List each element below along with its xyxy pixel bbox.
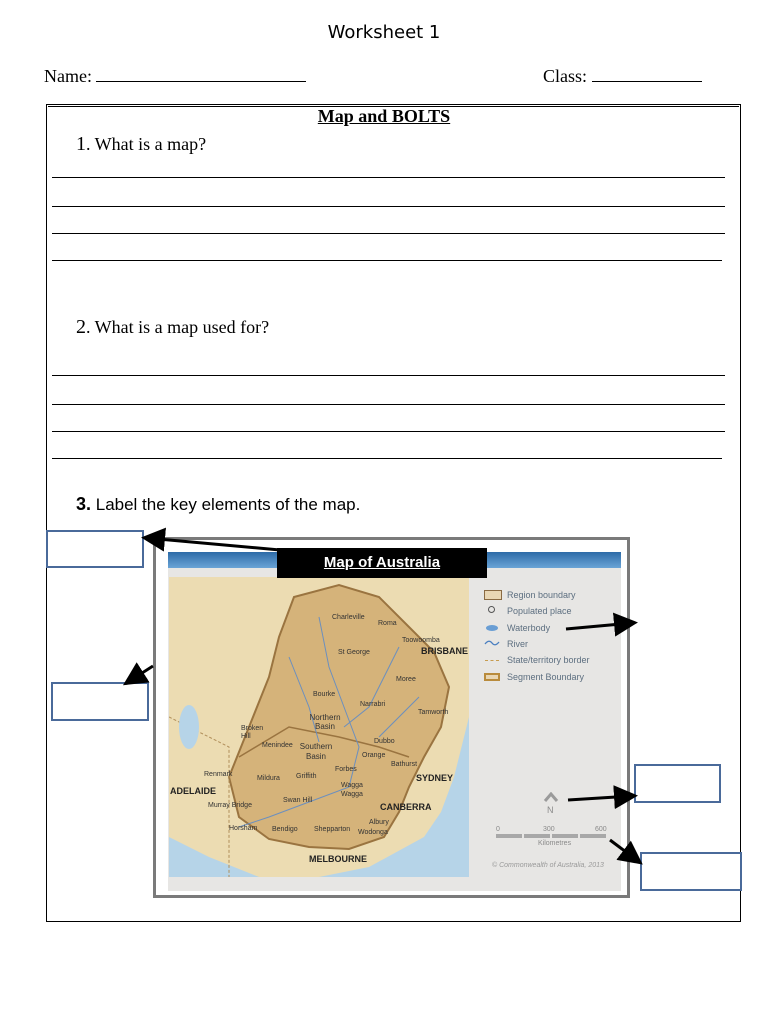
name-label: Name: (44, 66, 92, 86)
place-label: Wagga Wagga (341, 782, 363, 798)
place-label: Wodonga (358, 829, 388, 836)
place-label: Bourke (313, 691, 336, 698)
place-label: Roma (378, 620, 397, 627)
place-label: Mildura (257, 775, 280, 782)
place-label: Bendigo (272, 826, 298, 833)
legend-populated-place: Populated place (507, 606, 572, 616)
map-credit: © Commonwealth of Australia, 2013 (492, 862, 604, 869)
place-label: Orange (362, 752, 386, 759)
place-label: Narrabri (360, 701, 386, 708)
map-title: Map of Australia (277, 548, 487, 578)
city-label: ADELAIDE (170, 786, 217, 796)
place-label: Dubbo (374, 738, 395, 745)
worksheet-title: Worksheet 1 (327, 22, 441, 43)
place-label: Toowoomba (402, 637, 440, 644)
question-3-text: Label the key elements of the map. (91, 495, 361, 514)
question-1-text: . What is a map? (86, 134, 207, 154)
city-label: BRISBANE (421, 646, 469, 656)
legend-waterbody: Waterbody (507, 623, 551, 633)
place-label: Menindee (262, 742, 293, 749)
region-label: Northern Basin (309, 713, 341, 731)
city-label: MELBOURNE (309, 854, 367, 864)
legend-river: River (507, 639, 529, 649)
place-label: Shepparton (314, 826, 351, 833)
city-label: CANBERRA (380, 802, 432, 812)
place-label: Moree (396, 676, 416, 683)
arrow-to-legend (566, 623, 632, 629)
arrow-to-north (568, 796, 632, 800)
scale-tick: 300 (543, 826, 555, 833)
north-label: N (547, 805, 554, 815)
question-3-number: 3. (76, 494, 92, 514)
arrow-to-title (147, 538, 280, 550)
section-title: Map and BOLTS (317, 106, 451, 126)
arrow-to-left-box (128, 666, 153, 682)
scale-tick: 600 (595, 826, 607, 833)
place-label: St George (338, 649, 370, 656)
legend-state-border: State/territory border (507, 655, 590, 665)
place-label: Tamworth (418, 709, 449, 716)
scale-tick: 0 (496, 826, 500, 833)
place-label: Griffith (296, 773, 317, 780)
place-label: Murray Bridge (208, 802, 252, 809)
legend-region-boundary: Region boundary (507, 590, 576, 600)
scale-unit: Kilometres (538, 840, 572, 847)
legend-segment-boundary: Segment Boundary (507, 672, 585, 682)
question-2-number: 2 (76, 316, 86, 338)
city-label: SYDNEY (416, 773, 454, 783)
arrow-to-scale (610, 840, 638, 861)
place-label: Forbes (335, 766, 357, 773)
question-1-number: 1 (76, 133, 86, 155)
place-label: Charleville (332, 614, 365, 621)
place-label: Renmark (204, 771, 233, 778)
place-label: Albury (369, 819, 389, 826)
place-label: Bathurst (391, 761, 418, 768)
place-label: Swan Hill (283, 797, 313, 804)
place-label: Horsham (229, 825, 258, 832)
question-2-text: . What is a map used for? (86, 317, 270, 337)
class-label: Class: (543, 66, 588, 86)
place-label: Broken Hill (241, 725, 264, 740)
region-label: Southern Basin (299, 742, 333, 761)
